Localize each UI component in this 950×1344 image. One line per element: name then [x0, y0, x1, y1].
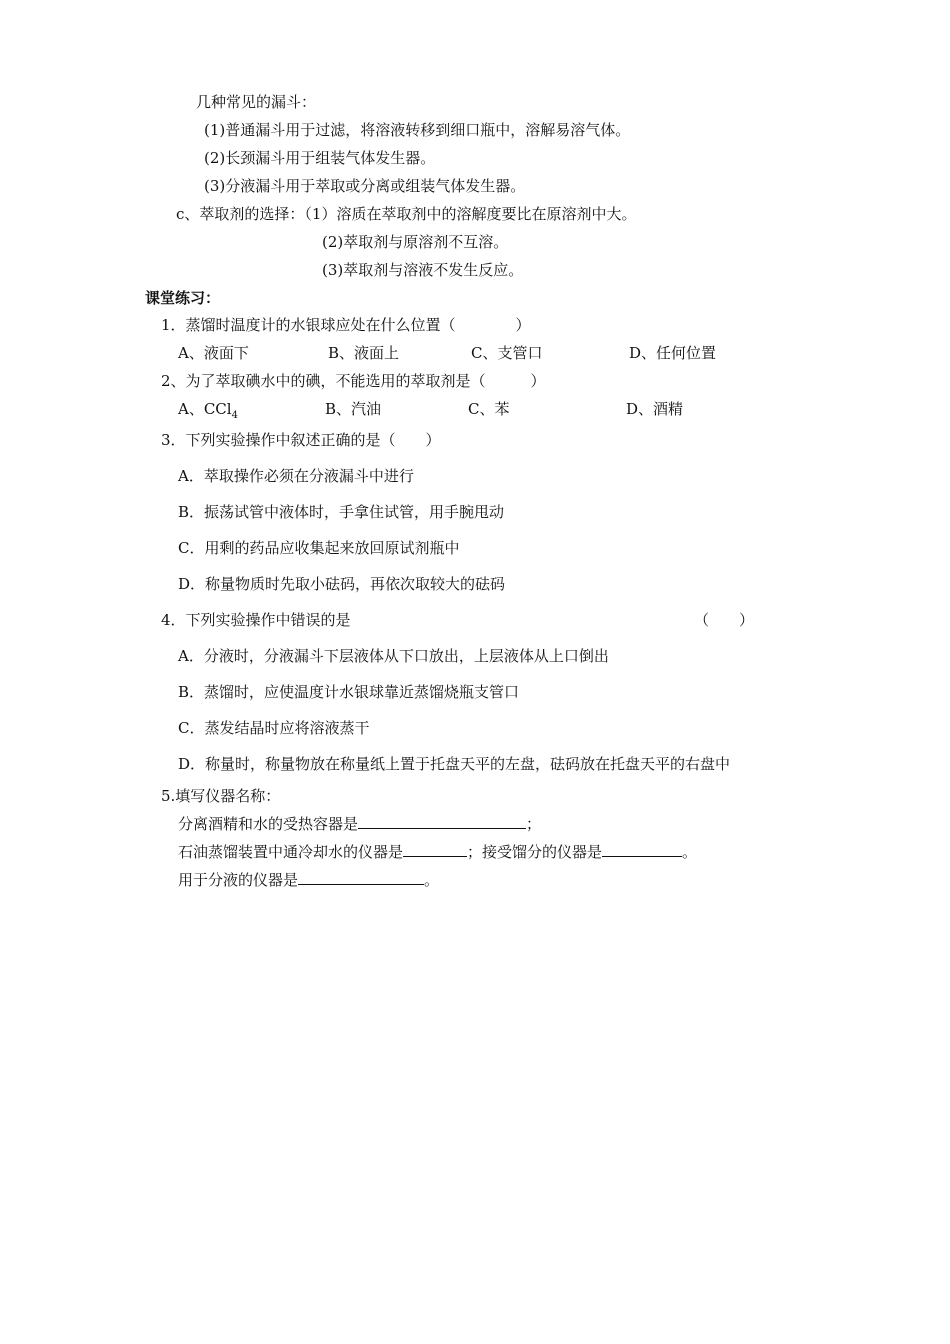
extractant-item-3: (3)萃取剂与溶液不发生反应。	[322, 261, 524, 279]
q1-option-a: A、液面下	[178, 344, 249, 362]
q5-line-2-text: 石油蒸馏装置中通冷却水的仪器是	[178, 843, 404, 861]
q1-stem: 1．蒸馏时温度计的水银球应处在什么位置（ ）	[161, 316, 531, 334]
exercise-heading: 课堂练习：	[145, 289, 221, 307]
q5-blank-2[interactable]	[403, 842, 467, 857]
q4-option-d: D．称量时，称量物放在称量纸上置于托盘天平的左盘，砝码放在托盘天平的右盘中	[178, 755, 731, 773]
q5-line-2	[178, 842, 697, 862]
extractant-item-2: (2)萃取剂与原溶剂不互溶。	[322, 233, 509, 251]
q3-option-b: B．振荡试管中液体时，手拿住试管，用手腕甩动	[178, 503, 505, 521]
q4-answer-paren: （ ）	[694, 611, 755, 629]
funnel-item-3: (3)分液漏斗用于萃取或分离或组装气体发生器。	[204, 177, 526, 195]
q1-option-b: B、液面上	[328, 344, 400, 362]
q5-line-1-end: ；	[526, 815, 542, 833]
q4-option-c: C．蒸发结晶时应将溶液蒸干	[178, 719, 370, 737]
q3-option-a: A．萃取操作必须在分液漏斗中进行	[178, 467, 414, 485]
q5-line-1	[178, 814, 541, 834]
q5-line-2-mid: ；接受馏分的仪器是	[467, 843, 603, 861]
q3-option-c: C．用剩的药品应收集起来放回原试剂瓶中	[178, 539, 460, 557]
q5-stem: 5.填写仪器名称：	[161, 787, 281, 805]
q5-line-1-text: 分离酒精和水的受热容器是	[178, 815, 359, 833]
q5-blank-4[interactable]	[298, 870, 424, 885]
q4-option-b: B．蒸馏时，应使温度计水银球靠近蒸馏烧瓶支管口	[178, 683, 520, 701]
q4-stem: 4．下列实验操作中错误的是	[161, 611, 351, 629]
q2-option-a	[178, 399, 238, 426]
q5-line-3	[178, 870, 439, 890]
q3-option-d: D．称量物质时先取小砝码，再依次取较大的砝码	[178, 575, 506, 593]
q2-option-a-text: A、CCl	[178, 400, 232, 418]
q3-stem: 3．下列实验操作中叙述正确的是（ ）	[161, 431, 441, 449]
q2-option-c: C、苯	[468, 400, 510, 418]
q1-option-d: D、任何位置	[629, 344, 717, 362]
q5-line-2-end: 。	[682, 843, 698, 861]
funnel-item-1: (1)普通漏斗用于过滤，将溶液转移到细口瓶中，溶解易溶气体。	[204, 121, 631, 139]
q2-option-b: B、汽油	[325, 400, 382, 418]
q2-option-d: D、酒精	[626, 400, 684, 418]
q2-stem: 2、为了萃取碘水中的碘，不能选用的萃取剂是（ ）	[161, 372, 546, 390]
funnels-heading: 几种常见的漏斗：	[196, 93, 317, 111]
q5-line-3-end: 。	[424, 871, 440, 889]
q2-option-a-subscript: 4	[231, 410, 238, 421]
q4-option-a: A．分液时，分液漏斗下层液体从下口放出，上层液体从上口倒出	[178, 647, 609, 665]
q5-blank-1[interactable]	[358, 814, 526, 829]
q5-blank-3[interactable]	[602, 842, 682, 857]
q5-line-3-text: 用于分液的仪器是	[178, 871, 299, 889]
q1-option-c: C、支管口	[471, 344, 543, 362]
extractant-lead: c、萃取剂的选择：（1）溶质在萃取剂中的溶解度要比在原溶剂中大。	[176, 205, 637, 223]
funnel-item-2: (2)长颈漏斗用于组装气体发生器。	[204, 149, 436, 167]
